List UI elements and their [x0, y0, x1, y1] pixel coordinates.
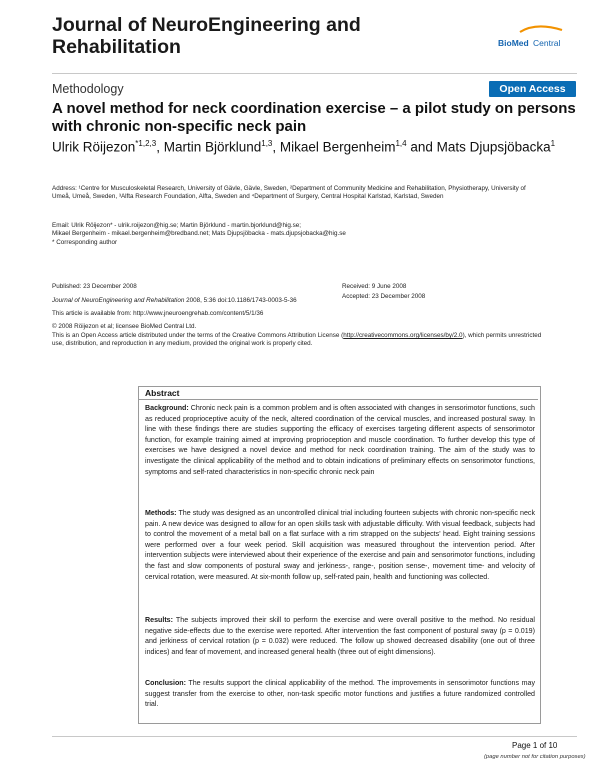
license-notice	[52, 332, 542, 349]
citation	[52, 297, 297, 305]
page-number-note: (page number not for citation purposes)	[484, 754, 586, 760]
author-name: Mikael Bergenheim	[279, 139, 396, 155]
license-link[interactable]: http://creativecommons.org/licenses/by/2.0	[343, 332, 463, 339]
methods-text: The study was designed as an uncontrolled clinical trial including fourteen subjects with chronic non-specific neck pain. A new device was designed to allow for an open skills task with adjustable difficulty. With visual feedback, subjects had to control the movement of a metal ball on a flat surface with a rim strapped on the subjects' head. Eight training sessions were performed over a four week period. Skill acquisition was measured throughout the intervention period. After intervention subjects were interviewed about their experience of the exercise and pain and sensorimotor functions, including the fast and slow components of postural sway and jerkiness-, range-, position sense-, movement time- and velocity of cervical rotation, were measured. At six-month follow up, self-rated pain, health and functioning was collected.	[145, 509, 535, 581]
license-text: ), which permits unrestricted use, distribution, and reproduction in any medium, provided the original work is properly cited.	[52, 332, 542, 348]
journal-title: Journal of NeuroEngineering and Rehabilitation	[52, 14, 361, 58]
open-access-badge: Open Access	[489, 81, 576, 97]
abstract-background	[145, 403, 535, 477]
article-type: Methodology	[52, 82, 124, 96]
address-label: Address:	[52, 185, 77, 192]
background-text: Chronic neck pain is a common problem and is often associated with changes in sensorimotor functions, such as reduced proprioceptive acuity of the neck, altered coordination of the cervical muscles, and increased postural sway. In line with these findings there are studies supporting the efficacy of exercises targeting different aspects of sensorimotor function, for example training aimed at improving proprioception and muscle coordination. To further develop this type of exercises we have designed a novel device and method for neck coordination training. The aim of the study was to investigate the clinical applicability of the method and to obtain indications of preliminary effects on sensorimotor functions, symptoms and self-rated characteristics in non-specific chronic neck pain	[145, 404, 535, 476]
biomed-central-logo-icon	[476, 22, 568, 56]
conclusion-label: Conclusion:	[145, 679, 186, 687]
page-number: Page 1 of 10	[512, 741, 558, 750]
address-text: ¹Centre for Musculoskeletal Research, University of Gävle, Gävle, Sweden, ²Department of Community Medicine and Rehabilitation, Physiotherapy, University of Umeå, Umeå, Sweden, ³Alfta Research Foundation, Alfta, Sweden and ⁴Department of Surgery, Central Hospital Karlstad, Karlstad, Sweden	[52, 185, 526, 201]
author-affiliation-marks: 1,4	[395, 139, 407, 148]
author-affiliation-marks: 1,3	[261, 139, 273, 148]
corresponding-author-note: * Corresponding author	[52, 238, 118, 246]
article-url[interactable]: This article is available from: http://www.jneuroengrehab.com/content/5/1/36	[52, 310, 264, 317]
abstract-heading: Abstract	[145, 388, 180, 398]
abstract-methods	[145, 508, 535, 582]
article-title: A novel method for neck coordination exercise – a pilot study on persons with chronic non-specific neck pain	[52, 100, 576, 135]
license-text: This is an Open Access article distributed under the terms of the Creative Commons Attribution License (	[52, 332, 344, 339]
header-divider	[52, 73, 577, 74]
copyright-notice: © 2008 Röijezon et al; licensee BioMed Central Ltd.	[52, 323, 197, 330]
accepted-date: Accepted: 23 December 2008	[342, 293, 426, 300]
author-emails	[52, 222, 530, 247]
conclusion-text: The results support the clinical applicability of the method. The improvements in sensorimotor functions may suggest transfer from the exercise to other, non-task specific motor functions and justifies a future randomized controlled trial.	[145, 679, 535, 709]
author-affiliation-marks: *1,2,3	[135, 139, 157, 148]
author-list	[52, 135, 572, 156]
citation-journal: Journal of NeuroEngineering and Rehabilitation	[52, 297, 185, 304]
logo-text-central: Central	[533, 38, 561, 48]
abstract-conclusion	[145, 678, 535, 710]
affiliation-address	[52, 185, 530, 202]
author-separator: ,	[156, 139, 164, 155]
abstract-divider	[139, 399, 538, 400]
results-label: Results:	[145, 616, 173, 624]
logo-text-biomed: BioMed	[498, 38, 529, 48]
author-affiliation-marks: 1	[550, 139, 556, 148]
author-name: Martin Björklund	[163, 139, 262, 155]
author-separator: ,	[272, 139, 280, 155]
author-separator: and	[406, 139, 437, 155]
email-line: Email: Ulrik Röijezon* - ulrik.roijezon@hig.se; Martin Björklund - martin.bjorklund@hig.se;	[52, 222, 302, 229]
biomed-central-logo	[476, 22, 568, 56]
methods-label: Methods:	[145, 509, 177, 517]
results-text: The subjects improved their skill to perform the exercise and were overall positive to the method. No residual negative side-effects due to the exercise were reported. After intervention the fast component of postural sway (p = 0.019) and jerkiness of cervical rotation (p = 0.032) were reduced. The follow up showed decreased disability (one out of three indices) and fear of movement, and increased general health (three out of eight dimensions).	[145, 616, 535, 656]
abstract-results	[145, 615, 535, 657]
author-name: Mats Djupsjöbacka	[436, 139, 551, 155]
email-line: Mikael Bergenheim - mikael.bergenheim@bredband.net; Mats Djupsjöbacka - mats.djupsjobacka@hig.se	[52, 230, 346, 238]
received-date: Received: 9 June 2008	[342, 283, 407, 290]
background-label: Background:	[145, 404, 189, 412]
citation-details: 2008, 5:36 doi:10.1186/1743-0003-5-36	[184, 297, 297, 304]
published-date: Published: 23 December 2008	[52, 283, 137, 290]
author-name: Ulrik Röijezon	[52, 139, 136, 155]
footer-divider	[52, 736, 577, 737]
